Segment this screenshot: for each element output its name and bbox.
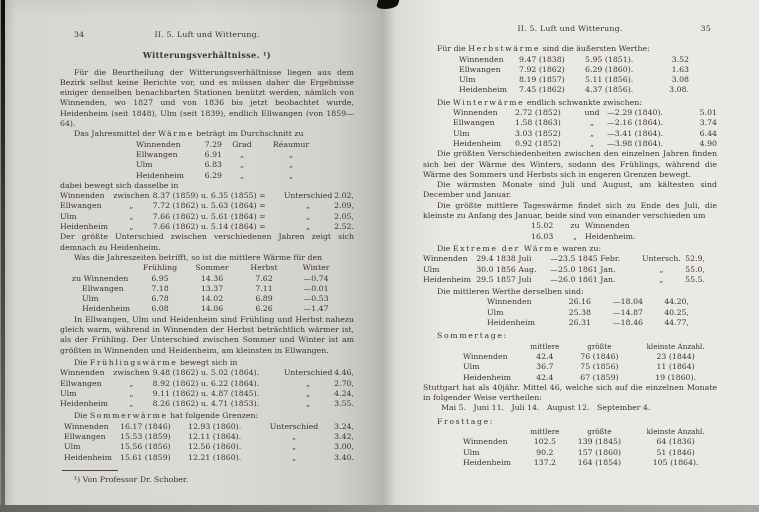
table-row bbox=[453, 139, 717, 149]
table-row bbox=[60, 453, 354, 463]
row-unit: „ bbox=[288, 170, 294, 180]
cell: 7.62 bbox=[255, 273, 273, 283]
running-title: II. 5. Luft und Witterung. bbox=[517, 24, 623, 33]
row-mid: „ bbox=[129, 201, 134, 211]
row-value: 6.29 bbox=[204, 170, 222, 180]
row-place: Heidenheim bbox=[60, 399, 109, 409]
row-min: 5.11 (1856). bbox=[585, 75, 634, 85]
column-header: größte bbox=[587, 341, 612, 351]
row-place: Ellwangen bbox=[459, 64, 501, 74]
column-header: mittlere bbox=[530, 341, 560, 351]
row-diff: 3.08 bbox=[671, 75, 689, 85]
row-mid: und bbox=[584, 108, 600, 118]
row-diff: 3.52 bbox=[671, 54, 689, 64]
row-min: 4.37 (1856). bbox=[585, 85, 634, 95]
cell: 6.26 bbox=[255, 304, 273, 314]
row-range: 8.92 (1862) u. 6.22 (1864). bbox=[152, 378, 260, 388]
row-label: „ bbox=[306, 211, 311, 221]
lead-post: endlich schwankte zwischen: bbox=[524, 97, 642, 107]
running-title: II. 5. Luft und Witterung. bbox=[154, 30, 260, 39]
row-max: 7.92 (1862) bbox=[519, 64, 565, 74]
table-row bbox=[487, 308, 717, 318]
row-place: Ellwangen bbox=[82, 283, 124, 293]
extremes-lead bbox=[423, 244, 717, 254]
row-max: 29.5 1857 Juli bbox=[476, 274, 532, 284]
cell: 19 (1860). bbox=[655, 372, 697, 382]
row-max: 2.72 (1852) bbox=[515, 108, 561, 118]
row-place: Heidenheim bbox=[82, 304, 131, 314]
cell: 7.18 bbox=[151, 283, 169, 293]
row-min: —25.0 1861 Jan. bbox=[550, 264, 616, 274]
lead-pre: Das Jahresmittel der bbox=[74, 129, 159, 139]
cell: 90.2 bbox=[536, 447, 554, 457]
daily-diff-row bbox=[531, 221, 717, 231]
section-title: Witterungsverhältnisse. ¹) bbox=[142, 50, 272, 61]
cell: 14.36 bbox=[200, 273, 224, 283]
row-label: „ bbox=[659, 264, 664, 274]
table-row bbox=[60, 432, 354, 442]
row-range: 9.48 (1862) u. 5.02 (1864). bbox=[152, 368, 260, 378]
row-place: Ulm bbox=[60, 211, 77, 221]
cell: —18.46 bbox=[612, 318, 643, 328]
cell: —18.04 bbox=[612, 297, 643, 307]
row-value: 3.40. bbox=[334, 452, 354, 462]
row-place: Ellwangen bbox=[453, 118, 495, 128]
row-place: Winnenden bbox=[136, 139, 181, 149]
row-place: zu Winnenden bbox=[72, 273, 129, 283]
column-header: Herbst bbox=[250, 263, 278, 273]
table-row bbox=[463, 373, 717, 383]
cell: 6.08 bbox=[151, 304, 169, 314]
range-lead: dabei bewegt sich dasselbe in bbox=[60, 180, 179, 190]
row-max: 0.92 (1852) bbox=[515, 138, 561, 148]
row-min: 5.95 (1851). bbox=[585, 54, 634, 64]
table-row bbox=[60, 304, 354, 314]
row-diff: 1.63 bbox=[671, 64, 689, 74]
note-paragraph: Der größte Unterschied zwischen verschiedenen Jahren zeigt sich demnach zu Heidenheim. bbox=[60, 232, 354, 252]
table-row bbox=[60, 379, 354, 389]
row-place: Ellwangen bbox=[64, 431, 106, 441]
row-max: 3.03 (1852) bbox=[515, 128, 561, 138]
row-value: 7.29 bbox=[204, 139, 222, 149]
table-row bbox=[459, 65, 717, 75]
row-label: Untersch. bbox=[641, 254, 681, 264]
row-place: Winnenden bbox=[423, 254, 468, 264]
table-row bbox=[60, 191, 354, 201]
annual-mean-lead bbox=[60, 129, 354, 139]
cell: 25.38 bbox=[568, 307, 591, 317]
table-row bbox=[60, 368, 354, 378]
table-row bbox=[487, 318, 717, 328]
table-row bbox=[453, 108, 717, 118]
cell: 67 (1859) bbox=[580, 372, 619, 382]
row-unit: „ bbox=[239, 149, 245, 159]
row-diff: 3.74 bbox=[699, 118, 717, 128]
scan-bottom-edge bbox=[0, 505, 759, 512]
row-min: —2.29 (1840). bbox=[607, 108, 664, 118]
row-label: „ bbox=[306, 388, 311, 398]
row-value: 55.5. bbox=[685, 274, 705, 284]
cell: 51 (1846) bbox=[656, 447, 695, 457]
row-min: —3.41 (1864). bbox=[607, 128, 664, 138]
cell: 105 (1864). bbox=[652, 457, 699, 467]
row-range: 7.66 (1862) u. 5.14 (1864) = bbox=[152, 222, 266, 232]
cell: 7.11 bbox=[255, 283, 273, 293]
cell: 13.37 bbox=[200, 283, 224, 293]
row-min: —23.5 1845 Febr. bbox=[550, 254, 621, 264]
lead-pre: Die bbox=[74, 411, 90, 421]
row-place: Winnenden bbox=[60, 368, 105, 378]
row-max: 15.56 (1856) bbox=[120, 442, 171, 452]
row-max: 15.53 (1859) bbox=[120, 431, 171, 441]
page-header-left bbox=[60, 30, 354, 40]
row-unit: „ bbox=[239, 170, 245, 180]
autumn-lead bbox=[423, 44, 717, 54]
row-place: Ulm bbox=[463, 447, 480, 457]
row-place: Ulm bbox=[453, 128, 470, 138]
row-range: 7.72 (1862) u. 5.63 (1864) = bbox=[152, 201, 266, 211]
table-row bbox=[136, 160, 354, 170]
row-place: Winnenden bbox=[487, 297, 532, 307]
row-place: Heidenheim bbox=[487, 318, 536, 328]
row-value: 2.52. bbox=[334, 222, 354, 232]
cell: 6.89 bbox=[255, 294, 273, 304]
row-place: Winnenden bbox=[585, 221, 630, 231]
lead-post: sind die äußersten Werthe: bbox=[540, 44, 650, 54]
row-place: Winnenden bbox=[60, 191, 105, 201]
cell: —0.74 bbox=[303, 273, 329, 283]
row-place: Heidenheim. bbox=[585, 231, 636, 241]
row-range: 9.11 (1862) u. 4.87 (1845). bbox=[152, 388, 260, 398]
cell: 139 (1845) bbox=[577, 437, 622, 447]
row-unit: Réaumur bbox=[272, 139, 310, 149]
table-row bbox=[463, 352, 717, 362]
row-diff: 6.44 bbox=[699, 128, 717, 138]
table-row bbox=[60, 284, 354, 294]
row-place: Heidenheim bbox=[463, 457, 512, 467]
lead-pre: Die bbox=[74, 357, 90, 367]
row-mid: zwischen bbox=[113, 368, 150, 378]
table-row bbox=[453, 118, 717, 128]
cell: 6.78 bbox=[151, 294, 169, 304]
row-min: —26.0 1861 Jan. bbox=[550, 274, 616, 284]
lead-pre: Die bbox=[437, 97, 453, 107]
row-place: Ulm bbox=[463, 362, 480, 372]
row-place: Ulm bbox=[82, 294, 99, 304]
row-mid: zu bbox=[570, 221, 580, 231]
lead-pre: Für die bbox=[437, 44, 469, 54]
row-value: 15.02 bbox=[531, 221, 554, 231]
row-label: „ bbox=[306, 378, 311, 388]
row-place: Winnenden bbox=[463, 437, 508, 447]
table-row bbox=[60, 442, 354, 452]
table-row bbox=[60, 201, 354, 211]
row-mid: „ bbox=[589, 118, 595, 128]
row-min: 12.11 (1864). bbox=[188, 431, 242, 441]
row-unit: „ bbox=[288, 160, 294, 170]
column-header: Frühling bbox=[142, 263, 178, 273]
column-header: Sommer bbox=[195, 263, 229, 273]
row-mid: „ bbox=[129, 222, 134, 232]
row-value: 2.09, bbox=[334, 201, 354, 211]
row-label: „ bbox=[306, 399, 311, 409]
row-label: Unterschied bbox=[283, 191, 333, 201]
table-row bbox=[463, 448, 717, 458]
table-row bbox=[136, 140, 354, 150]
cell: 14.02 bbox=[200, 294, 224, 304]
lead-post: beträgt im Durchschnitt zu bbox=[193, 129, 304, 139]
row-mid: „ bbox=[589, 138, 595, 148]
table-row bbox=[459, 75, 717, 85]
cell: 42.4 bbox=[536, 372, 554, 382]
column-header: größte bbox=[587, 426, 612, 436]
row-max: 16.17 (1846) bbox=[120, 421, 171, 431]
row-place: Ellwangen bbox=[136, 149, 178, 159]
summer-lead bbox=[60, 411, 354, 421]
lead-emphasis: Sommerwärme bbox=[89, 411, 168, 421]
cell: 164 (1854) bbox=[577, 457, 622, 467]
page-35-content bbox=[423, 24, 717, 468]
lead-pre: Die bbox=[437, 243, 453, 253]
row-value: 16.03 bbox=[531, 231, 554, 241]
table-row bbox=[60, 222, 354, 232]
table-row bbox=[60, 422, 354, 432]
row-place: Heidenheim bbox=[60, 222, 109, 232]
cell: —0.01 bbox=[303, 283, 329, 293]
cell: 157 (1860) bbox=[577, 447, 622, 457]
row-diff: 4.90 bbox=[699, 138, 717, 148]
column-header: kleinste Anzahl. bbox=[646, 426, 705, 436]
row-min: 12.56 (1860). bbox=[188, 442, 242, 452]
row-label: „ bbox=[306, 222, 311, 232]
row-mid: „ bbox=[129, 378, 134, 388]
row-mid: „ bbox=[129, 399, 134, 409]
column-header: kleinste Anzahl. bbox=[646, 341, 705, 351]
daily-diff-row bbox=[531, 232, 717, 242]
table-row bbox=[463, 362, 717, 372]
row-mid: „ bbox=[572, 231, 578, 241]
row-value: 2.02, bbox=[334, 191, 354, 201]
cell: —14.87 bbox=[612, 307, 643, 317]
row-max: 15.61 (1859) bbox=[120, 452, 171, 462]
row-value: 4.24, bbox=[334, 388, 354, 398]
table-row bbox=[453, 129, 717, 139]
cell: 11 (1864) bbox=[656, 362, 695, 372]
footnote: ¹) Von Professor Dr. Schober. bbox=[74, 474, 189, 484]
row-place: Ulm bbox=[60, 388, 77, 398]
row-value: 4.46, bbox=[334, 368, 354, 378]
row-place: Ellwangen bbox=[60, 201, 102, 211]
summer-days-title: Sommertage: bbox=[437, 331, 508, 341]
row-place: Heidenheim bbox=[64, 452, 113, 462]
row-min: 12.93 (1860). bbox=[188, 421, 242, 431]
cell: 36.7 bbox=[536, 362, 554, 372]
page-number: 35 bbox=[700, 24, 711, 33]
cell: 75 (1856) bbox=[580, 362, 619, 372]
row-place: Winnenden bbox=[463, 351, 508, 361]
cell: 102.5 bbox=[533, 437, 557, 447]
cell: 26.31 bbox=[568, 318, 591, 328]
page-header-right bbox=[423, 24, 717, 34]
table-header-row bbox=[463, 342, 717, 352]
table-row bbox=[459, 85, 717, 95]
table-row bbox=[60, 294, 354, 304]
cell: 6.95 bbox=[151, 273, 169, 283]
cell: —1.47 bbox=[303, 304, 329, 314]
page-number: 34 bbox=[74, 30, 85, 39]
row-place: Heidenheim bbox=[463, 372, 512, 382]
table-row bbox=[60, 399, 354, 409]
page-34-content bbox=[60, 30, 354, 485]
daily-warmth-paragraph: Die größte mittlere Tageswärme findet sich zu Ende des Juli, die kleinste zu Anfang des Januar, beide sind von einander verschieden um bbox=[423, 200, 717, 221]
means-lead: Die mittleren Werthe derselben sind: bbox=[437, 287, 584, 297]
cell: 44.77, bbox=[664, 318, 689, 328]
table-row bbox=[459, 55, 717, 65]
table-row bbox=[463, 458, 717, 468]
row-place: Heidenheim bbox=[423, 274, 472, 284]
table-row bbox=[60, 274, 354, 284]
row-min: 12.21 (1860). bbox=[188, 452, 242, 462]
lead-emphasis: Herbstwärme bbox=[468, 44, 541, 54]
row-place: Ellwangen bbox=[60, 378, 102, 388]
row-range: 8.26 (1862) u. 4.71 (1853). bbox=[152, 399, 260, 409]
row-label: „ bbox=[291, 431, 297, 441]
row-place: Ulm bbox=[136, 160, 153, 170]
intro-paragraph: Für die Beurtheilung der Witterungsverhältnisse liegen aus dem Bezirk selbst keine Berichte vor, und es müssen daher die Ergebnisse einiger denselben benachbarten Stationen benützt werden, nämlich von Winnenden, wo 1827 und von 1836 bis jetzt beobachtet wurde, Heidenheim (seit 1848), Ulm (seit 1839), endlich Ellwangen (von 1859—64). bbox=[60, 67, 354, 129]
row-place: Ulm bbox=[423, 264, 440, 274]
frost-days-title: Frosttage: bbox=[437, 416, 494, 426]
warmest-months-paragraph: Die wärmsten Monate sind Juli und August, am kältesten sind December und Januar. bbox=[423, 180, 717, 200]
column-header: mittlere bbox=[530, 426, 560, 436]
row-label: Unterschied bbox=[269, 421, 319, 431]
row-place: Winnenden bbox=[453, 108, 498, 118]
row-value: 3.24, bbox=[334, 421, 354, 431]
table-row bbox=[136, 171, 354, 181]
table-row bbox=[136, 150, 354, 160]
variability-paragraph: Die größten Verschiedenheiten zwischen den einzelnen Jahren finden sich bei der Wärme des Winters, sodann des Frühlings, während die Wärme des Sommers und Herbsts sich in engeren Grenzen bewegt. bbox=[423, 149, 717, 179]
row-mid: „ bbox=[129, 388, 134, 398]
lead-emphasis: Winterwärme bbox=[452, 97, 525, 107]
cell: 64 (1836) bbox=[656, 437, 695, 447]
cell: 42.4 bbox=[536, 351, 554, 361]
row-value: 2.70, bbox=[334, 378, 354, 388]
row-range: 7.66 (1862) u. 5.61 (1864) = bbox=[152, 211, 266, 221]
seasons-lead: Was die Jahreszeiten betrifft, so ist die mittlere Wärme für den bbox=[74, 252, 323, 262]
row-max: 9.47 (1838) bbox=[519, 54, 565, 64]
row-place: Heidenheim bbox=[453, 138, 502, 148]
row-mid: „ bbox=[129, 211, 134, 221]
cell: 26.16 bbox=[568, 297, 591, 307]
table-row bbox=[60, 389, 354, 399]
cell: 44.20, bbox=[664, 297, 689, 307]
row-label: „ bbox=[306, 201, 311, 211]
row-range: 8.37 (1859) u. 6.35 (1855) = bbox=[152, 191, 266, 201]
lead-post: hat folgende Grenzen: bbox=[167, 411, 259, 421]
row-label: Unterschied bbox=[283, 368, 333, 378]
spring-lead bbox=[60, 358, 354, 368]
table-row bbox=[487, 297, 717, 307]
row-place: Winnenden bbox=[459, 54, 504, 64]
row-min: 6.29 (1860). bbox=[585, 64, 634, 74]
cell: —0.53 bbox=[303, 294, 329, 304]
seasons-header-row bbox=[60, 263, 354, 273]
cell: 14.06 bbox=[200, 304, 224, 314]
row-place: Ulm bbox=[64, 442, 81, 452]
row-diff: 5.01 bbox=[699, 108, 717, 118]
row-place: Heidenheim bbox=[136, 170, 185, 180]
row-value: 6.91 bbox=[204, 149, 222, 159]
row-value: 6.83 bbox=[204, 160, 222, 170]
row-diff: 3.08. bbox=[669, 85, 689, 95]
row-unit: „ bbox=[239, 160, 245, 170]
lead-post: waren zu: bbox=[559, 243, 602, 253]
row-unit: „ bbox=[288, 149, 294, 159]
row-max: 7.45 (1862) bbox=[519, 85, 565, 95]
row-min: —2.16 (1864). bbox=[607, 118, 664, 128]
row-min: —3.98 (1864). bbox=[607, 138, 664, 148]
row-value: 52.9, bbox=[685, 254, 705, 264]
row-value: 2.05, bbox=[334, 211, 354, 221]
footnote-rule bbox=[62, 470, 118, 471]
column-header: Winter bbox=[302, 263, 330, 273]
table-row bbox=[423, 254, 717, 264]
row-label: „ bbox=[659, 274, 664, 284]
row-unit: Grad bbox=[232, 139, 252, 149]
row-place: Winnenden bbox=[64, 421, 109, 431]
lead-emphasis: Wärme bbox=[158, 129, 194, 139]
row-mid: „ bbox=[589, 128, 595, 138]
row-value: 3.00, bbox=[334, 442, 354, 452]
table-row bbox=[60, 212, 354, 222]
months-line: Mai 5. Juni 11. Juli 14. August 12. September 4. bbox=[441, 403, 651, 413]
row-value: 3.55. bbox=[334, 399, 354, 409]
table-row bbox=[423, 275, 717, 285]
row-mid: zwischen bbox=[113, 191, 150, 201]
lead-emphasis: Extreme der Wärme bbox=[452, 243, 560, 253]
table-header-row bbox=[463, 427, 717, 437]
cell: 137.2 bbox=[533, 457, 557, 467]
seasons-paragraph: In Ellwangen, Ulm und Heidenheim sind Frühling und Herbst nahezu gleich warm, während in Winnenden der Herbst beträchtlich wärmer ist, als der Frühling. Der Unterschied zwischen Sommer und Winter ist am größten in Winnenden und Heidenheim, am kleinsten in Ellwangen. bbox=[60, 314, 354, 355]
row-max: 1.58 (1863) bbox=[515, 118, 561, 128]
row-max: 8.19 (1857) bbox=[519, 75, 565, 85]
row-label: „ bbox=[291, 442, 297, 452]
row-max: 30.0 1856 Aug. bbox=[476, 264, 537, 274]
cell: 40.25, bbox=[664, 307, 689, 317]
stuttgart-paragraph: Stuttgart hat als 40jähr. Mittel 46, welche sich auf die einzelnen Monate in folgender Weise vertheilen: bbox=[423, 382, 717, 403]
row-value: 55.0, bbox=[685, 264, 705, 274]
winter-lead bbox=[423, 98, 717, 108]
row-value: 3.42, bbox=[334, 431, 354, 441]
cell: 76 (1846) bbox=[580, 351, 619, 361]
row-max: 29.4 1838 Juli bbox=[476, 254, 532, 264]
lead-emphasis: Frühlingswärme bbox=[89, 357, 178, 367]
cell: 23 (1844) bbox=[656, 351, 695, 361]
lead-post: bewegt sich in bbox=[177, 357, 238, 367]
row-place: Heidenheim bbox=[459, 85, 508, 95]
row-label: „ bbox=[291, 452, 297, 462]
table-row bbox=[463, 437, 717, 447]
row-place: Ulm bbox=[459, 75, 476, 85]
table-row bbox=[423, 265, 717, 275]
row-place: Ulm bbox=[487, 307, 504, 317]
